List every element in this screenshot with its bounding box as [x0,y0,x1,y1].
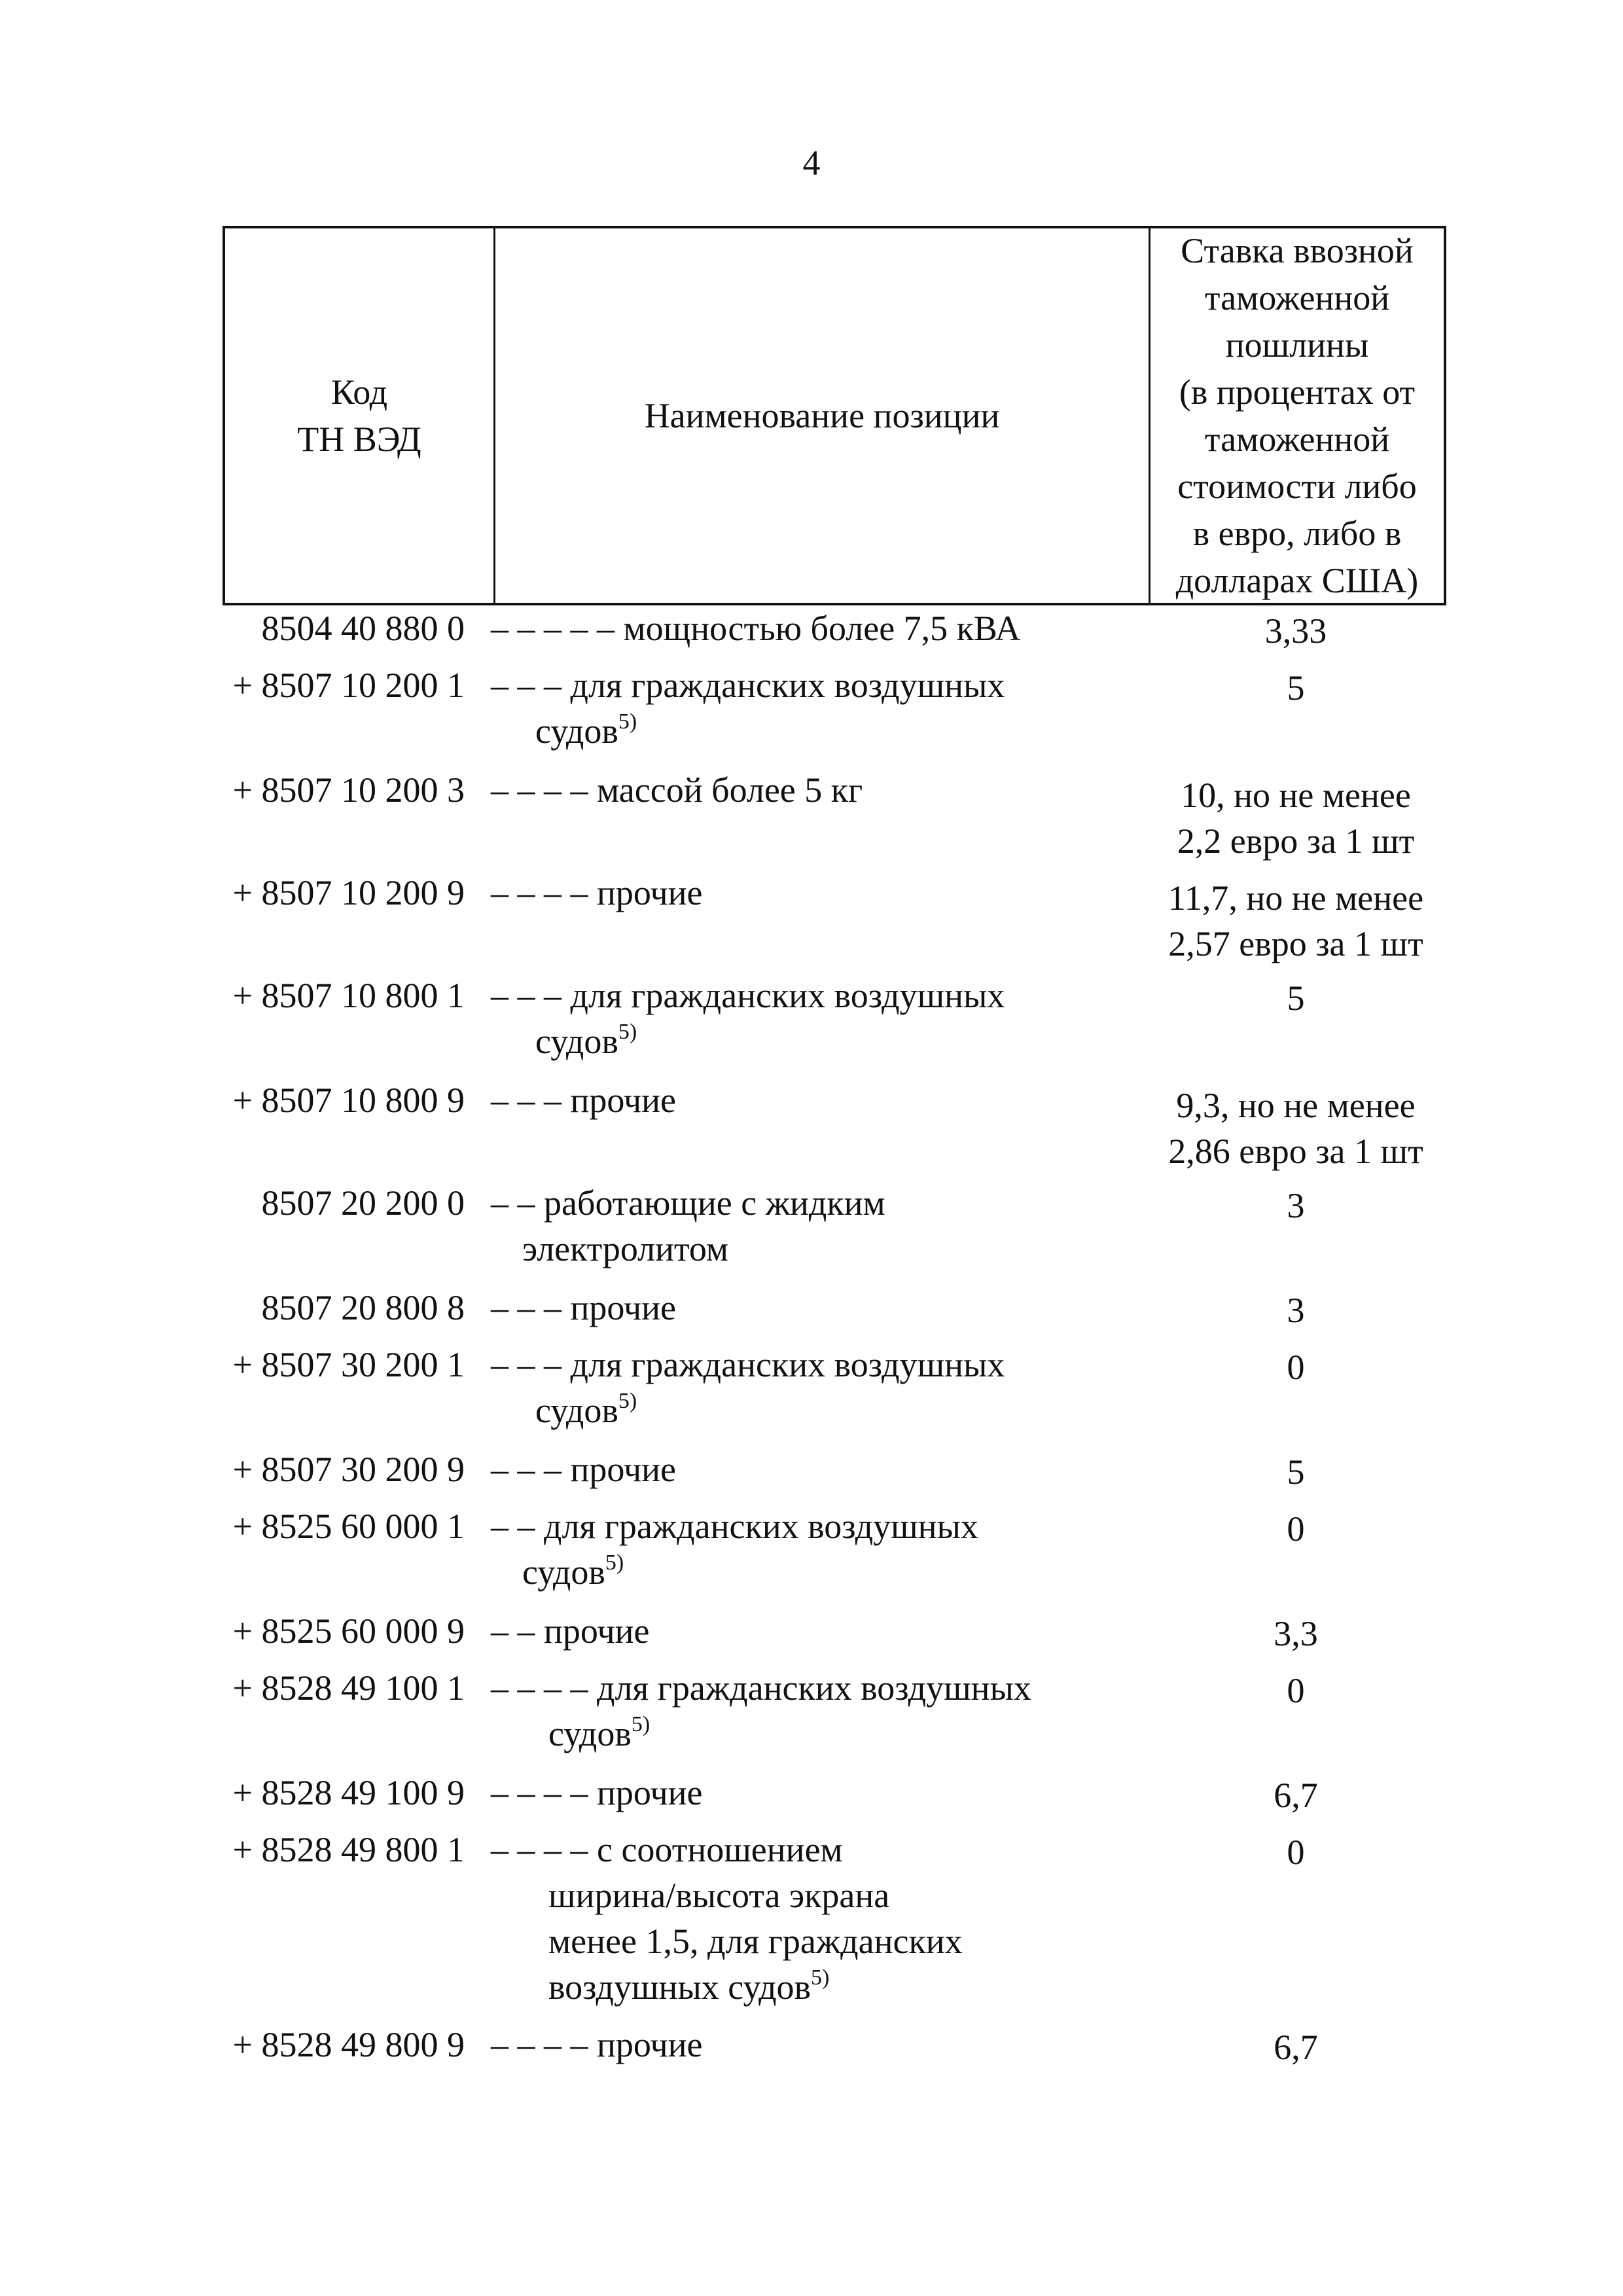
duty-rate [1113,875,1479,967]
position-name [491,1665,1132,1757]
level-dashes: – – – [491,666,562,705]
level-dashes: – – – [491,1288,562,1327]
position-name-first-line [491,666,1005,705]
table-row [0,973,1623,1077]
position-name [491,1770,1132,1816]
position-text-line: ширина/высота экрана [548,1876,890,1915]
header-code-line: Код [330,372,388,412]
table-row [0,767,1623,870]
position-name [491,1077,1132,1123]
tn-ved-code: + 8507 30 200 9 [232,1450,465,1489]
tn-ved-code: + 8507 30 200 1 [232,1345,465,1384]
duty-rate-line: 0 [1287,1509,1305,1549]
table-row [0,1827,1623,2022]
footnote-marker: 5) [811,1965,830,1990]
duty-rate-line: 3 [1287,1186,1305,1225]
position-text-line: для гражданских воздушных [570,666,1005,705]
position-text-line: для гражданских воздушных [544,1507,978,1546]
position-name [491,605,1132,651]
position-text-line: прочие [570,1450,677,1489]
duty-rate-line: 2,86 евро за 1 шт [1168,1132,1423,1171]
position-text-line: судов [548,1714,632,1753]
tariff-rows [0,605,1623,2079]
tn-ved-code: + 8507 10 800 1 [232,976,465,1015]
table-row [0,2022,1623,2079]
level-dashes: – – – – [491,2025,588,2064]
position-name [491,1285,1132,1331]
level-dashes: – – [491,1611,535,1651]
duty-rate [1113,772,1479,864]
position-name [491,973,1132,1064]
table-row [0,1665,1623,1770]
position-text-line: судов [535,1391,618,1430]
position-name [491,1446,1132,1492]
tn-ved-code: + 8507 10 200 1 [232,666,465,705]
duty-rate-line: 3,33 [1264,611,1327,651]
position-name-first-line [491,2025,703,2064]
position-text-line: для гражданских воздушных [570,1345,1005,1384]
duty-rate [1113,2024,1479,2070]
position-text-line: массой более 5 кг [597,770,863,810]
level-dashes: – – – – [491,873,588,912]
table-row [0,870,1623,973]
duty-rate [1113,1668,1479,1713]
table-row [0,1342,1623,1446]
position-name-first-line [491,1668,1031,1708]
position-text-line: прочие [597,873,703,912]
duty-rate-line: 5 [1287,668,1305,708]
tn-ved-code: + 8507 10 200 3 [232,770,465,810]
duty-rate [1113,975,1479,1021]
position-text-line: электролитом [522,1229,729,1268]
position-text-line: прочие [570,1288,677,1327]
duty-rate-line: 2,57 евро за 1 шт [1168,924,1423,963]
position-name-first-line [491,1183,885,1223]
duty-rate-line: 5 [1287,978,1305,1018]
position-text-line: воздушных судов [548,1967,812,2007]
header-rate-line: долларах США) [1175,561,1419,600]
duty-rate [1113,1829,1479,1875]
table-row [0,1608,1623,1665]
duty-rate [1113,1183,1479,1229]
position-text-line: менее 1,5, для гражданских [548,1922,963,1961]
table-row [0,1077,1623,1180]
table-header [223,226,1446,605]
level-dashes: – – – – [491,1830,588,1869]
level-dashes: – – – – [491,1668,588,1708]
position-text-line: для гражданских воздушных [597,1668,1031,1708]
position-name [491,1503,1132,1595]
tn-ved-code: + 8528 49 800 9 [232,2025,465,2064]
tn-ved-code: 8507 20 800 8 [261,1288,465,1327]
position-name [491,870,1132,916]
level-dashes: – – – [491,1450,562,1489]
position-name-first-line [491,1288,676,1327]
duty-rate-line: 2,2 евро за 1 шт [1177,821,1415,861]
tn-ved-code: 8504 40 880 0 [261,609,465,648]
duty-rate [1113,1506,1479,1552]
position-name [491,1827,1132,2010]
header-rate-line: таможенной [1204,278,1390,317]
duty-rate [1113,665,1479,711]
position-name-first-line [491,609,1021,648]
header-code-column [225,228,495,603]
footnote-marker: 5) [618,1389,637,1413]
footnote-marker: 5) [618,1020,637,1044]
duty-rate-line: 10, но не менее [1181,776,1411,815]
position-name-first-line [491,1507,978,1546]
footnote-marker: 5) [631,1712,651,1736]
position-text-line: для гражданских воздушных [570,976,1005,1015]
tn-ved-code: + 8525 60 000 9 [232,1611,465,1651]
footnote-marker: 5) [605,1551,624,1575]
tn-ved-code: + 8528 49 800 1 [232,1830,465,1869]
header-code-line: ТН ВЭД [297,420,421,459]
header-rate-line: в евро, либо в [1192,514,1402,553]
position-name-first-line [491,1830,843,1869]
position-name-first-line [491,770,863,810]
level-dashes: – – – – [491,1773,588,1812]
duty-rate [1113,1083,1479,1174]
position-text-line: судов [522,1552,605,1592]
duty-rate-line: 6,7 [1274,2028,1318,2067]
tn-ved-code: 8507 20 200 0 [261,1183,465,1223]
tn-ved-code: + 8507 10 800 9 [232,1081,465,1120]
duty-rate-line: 5 [1287,1452,1305,1492]
duty-rate [1113,1772,1479,1818]
tn-ved-code: + 8525 60 000 1 [232,1507,465,1546]
duty-rate [1113,1611,1479,1657]
duty-rate [1113,1344,1479,1390]
duty-rate-line: 0 [1287,1833,1305,1872]
position-text-line: работающие с жидким [544,1183,885,1223]
tn-ved-code: + 8528 49 100 9 [232,1773,465,1812]
position-name [491,1180,1132,1272]
table-row [0,1503,1623,1608]
footnote-marker: 5) [618,709,637,734]
position-name-first-line [491,1345,1005,1384]
position-name-first-line [491,1450,676,1489]
header-rate-line: Ставка ввозной [1181,231,1414,270]
position-text-line: мощностью более 7,5 кВА [623,609,1021,648]
position-text-line: прочие [544,1611,650,1651]
table-row [0,1446,1623,1503]
position-text-line: с соотношением [597,1830,843,1869]
header-rate-line: таможенной [1204,420,1390,459]
level-dashes: – – – – – [491,609,615,648]
level-dashes: – – – [491,1345,562,1384]
table-row [0,605,1623,662]
table-row [0,1180,1623,1285]
tn-ved-code: + 8528 49 100 1 [232,1668,465,1708]
position-name-first-line [491,1773,703,1812]
level-dashes: – – – [491,1081,562,1120]
page-number: 4 [802,143,821,183]
duty-rate-line: 0 [1287,1348,1305,1387]
level-dashes: – – [491,1507,535,1546]
position-text-line: прочие [597,1773,703,1812]
duty-rate-line: 3,3 [1274,1614,1318,1653]
table-row [0,1770,1623,1827]
position-name [491,767,1132,813]
position-name-first-line [491,873,703,912]
header-rate-line: (в процентах от [1179,372,1416,412]
table-row [0,1285,1623,1342]
position-name-first-line [491,1081,676,1120]
position-name [491,1608,1132,1654]
duty-rate-line: 11,7, но не менее [1168,878,1424,918]
header-rate-line: пошлины [1225,325,1369,365]
header-rate-column [1150,228,1444,603]
level-dashes: – – [491,1183,535,1223]
position-text-line: судов [535,711,618,751]
level-dashes: – – – – [491,770,588,810]
position-name-first-line [491,976,1005,1015]
duty-rate-line: 6,7 [1274,1776,1318,1815]
duty-rate [1113,608,1479,654]
duty-rate [1113,1449,1479,1495]
position-name [491,2022,1132,2068]
duty-rate-line: 0 [1287,1671,1305,1710]
position-name [491,1342,1132,1433]
table-row [0,662,1623,767]
level-dashes: – – – [491,976,562,1015]
position-text-line: судов [535,1022,618,1061]
position-text-line: прочие [570,1081,677,1120]
duty-rate-line: 3 [1287,1291,1305,1330]
tn-ved-code: + 8507 10 200 9 [232,873,465,912]
header-rate-line: стоимости либо [1177,467,1417,506]
position-name-first-line [491,1611,650,1651]
header-name-column [495,228,1150,603]
duty-rate-line: 9,3, но не менее [1176,1086,1416,1125]
duty-rate [1113,1287,1479,1333]
position-name [491,662,1132,754]
header-name-label: Наименование позиции [644,396,1000,435]
position-text-line: прочие [597,2025,703,2064]
